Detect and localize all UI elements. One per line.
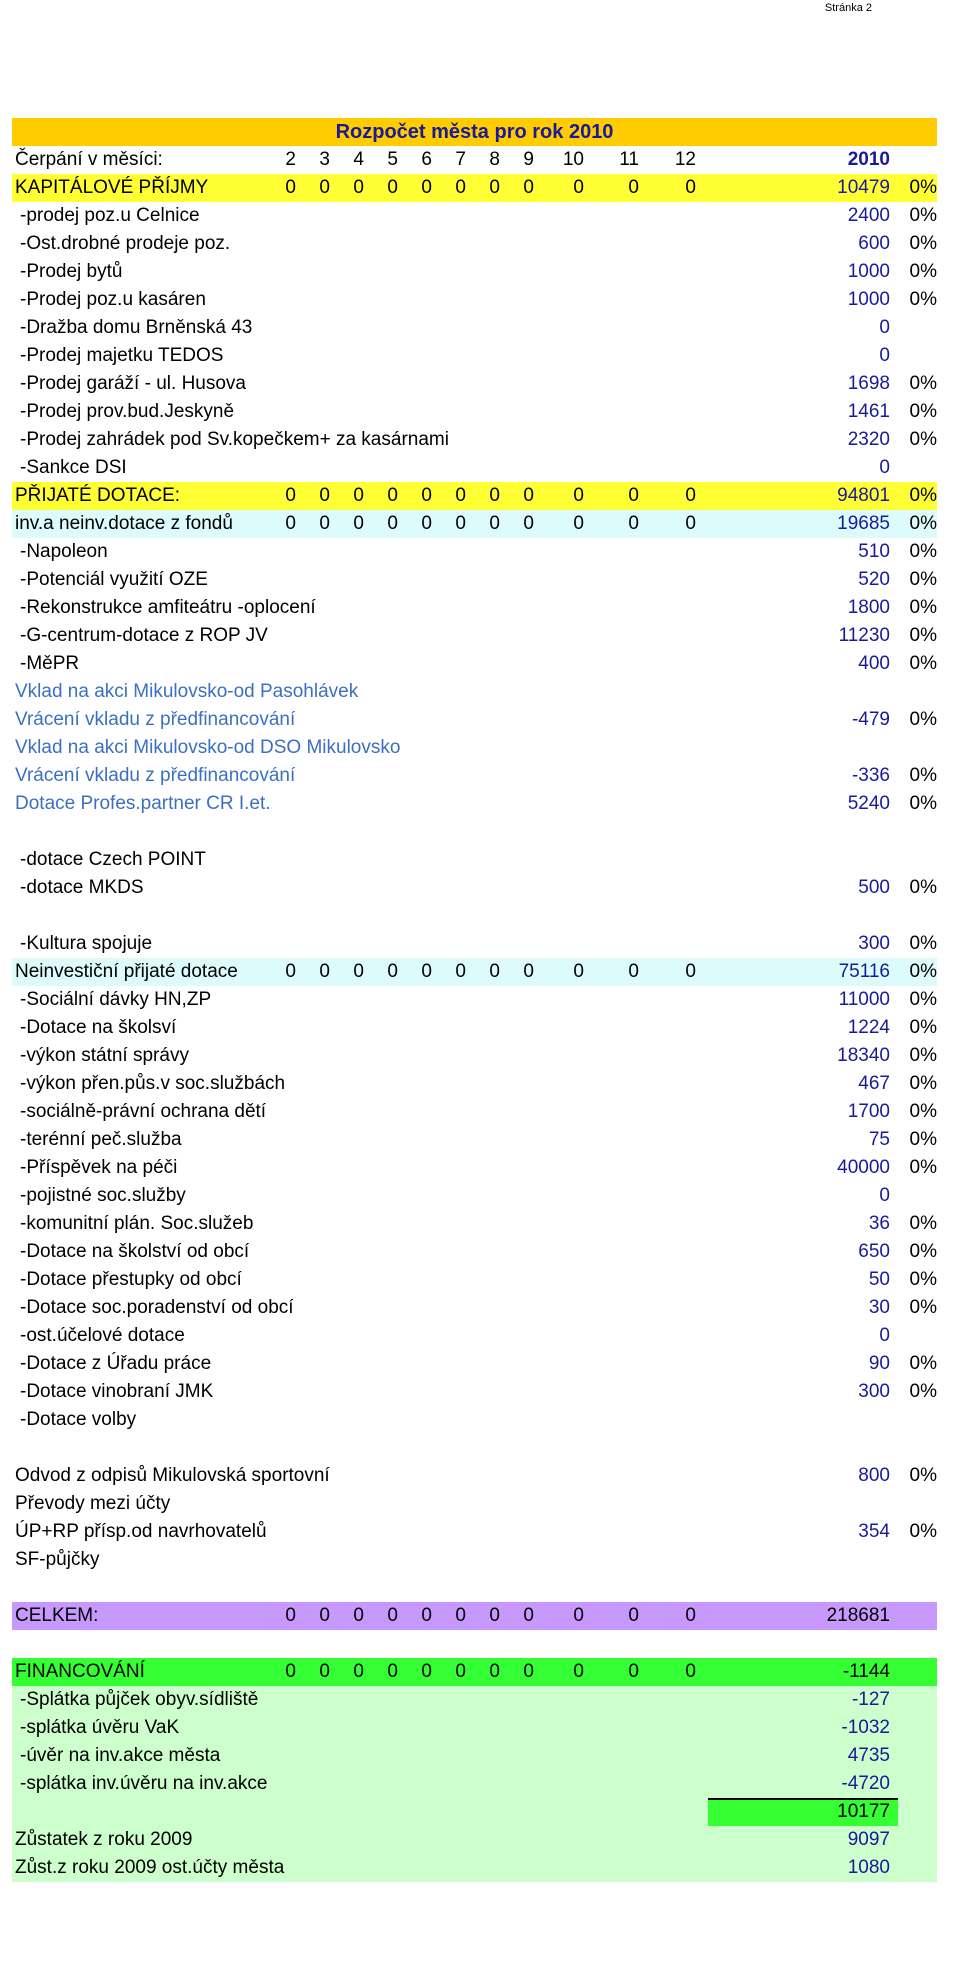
row-month-value: 0 [573, 513, 584, 534]
row-label: -sociálně-právní ochrana dětí [20, 1101, 267, 1122]
row-total: -1144 [842, 1661, 890, 1682]
row-total: 1461 [847, 401, 890, 422]
table-row [12, 1854, 937, 1882]
row-percent: 0% [909, 205, 937, 226]
table-row [12, 286, 937, 314]
row-label: -Prodej zahrádek pod Sv.kopečkem+ za kasárnami [20, 429, 449, 450]
table-row [12, 874, 937, 902]
table-row [12, 1770, 937, 1798]
table-row [12, 706, 937, 734]
row-month-value: 0 [489, 513, 500, 534]
row-label: -dotace Czech POINT [20, 849, 206, 870]
row-percent: 0% [909, 1129, 937, 1150]
row-month-value: 0 [387, 1605, 398, 1626]
table-row [12, 1714, 937, 1742]
table-row [12, 1182, 937, 1210]
row-percent: 0% [909, 429, 937, 450]
row-month-value: 0 [319, 177, 330, 198]
row-total: 1000 [847, 261, 890, 282]
row-label: KAPITÁLOVÉ PŘÍJMY [15, 177, 209, 198]
row-month-value: 0 [685, 1605, 696, 1626]
row-percent: 0% [909, 1465, 937, 1486]
row-label: Vklad na akci Mikulovsko-od DSO Mikulovsko [15, 737, 401, 758]
row-label: -Splátka půjček obyv.sídliště [20, 1689, 259, 1710]
table-row [12, 230, 937, 258]
row-total: 1800 [847, 597, 890, 618]
table-row [12, 594, 937, 622]
table-row [12, 1798, 937, 1826]
row-total: 520 [858, 569, 890, 590]
row-label: PŘIJATÉ DOTACE: [15, 485, 181, 506]
row-total: 800 [858, 1465, 890, 1486]
row-total: 90 [868, 1353, 890, 1374]
row-total: 300 [858, 933, 890, 954]
table-row [12, 1126, 937, 1154]
row-percent: 0% [909, 177, 937, 198]
table-row [12, 1378, 937, 1406]
row-percent: 0% [909, 1045, 937, 1066]
row-label: Vrácení vkladu z předfinancování [15, 709, 296, 730]
row-label: Zůstatek z roku 2009 [15, 1829, 193, 1850]
row-total: 400 [858, 653, 890, 674]
header-month: 11 [619, 149, 639, 170]
row-percent: 0% [909, 1297, 937, 1318]
row-label: -Napoleon [20, 541, 108, 562]
row-month-value: 0 [523, 961, 534, 982]
row-total: 600 [858, 233, 890, 254]
row-total: 1700 [847, 1101, 890, 1122]
row-total: 0 [879, 1185, 890, 1206]
table-row [12, 398, 937, 426]
row-total: 1000 [847, 289, 890, 310]
row-percent: 0% [909, 765, 937, 786]
row-total: 510 [858, 541, 890, 562]
row-label: -Dotace přestupky od obcí [20, 1269, 242, 1290]
table-row [12, 678, 937, 706]
row-month-value: 0 [421, 1661, 432, 1682]
row-total: 75 [868, 1129, 890, 1150]
row-percent: 0% [909, 597, 937, 618]
table-row [12, 1406, 937, 1434]
row-month-value: 0 [455, 513, 466, 534]
table-row [12, 902, 937, 930]
row-month-value: 0 [387, 485, 398, 506]
row-percent: 0% [909, 1381, 937, 1402]
row-label: -Kultura spojuje [20, 933, 153, 954]
row-month-value: 0 [421, 513, 432, 534]
table-row [12, 1826, 937, 1854]
table-row [12, 1574, 937, 1602]
row-label: -Dotace z Úřadu práce [20, 1353, 212, 1374]
table-row [12, 1546, 937, 1574]
table-row [12, 1266, 937, 1294]
row-month-value: 0 [489, 961, 500, 982]
row-total: 2400 [847, 205, 890, 226]
row-month-value: 0 [319, 961, 330, 982]
row-month-value: 0 [387, 513, 398, 534]
row-month-value: 0 [523, 513, 534, 534]
table-row [12, 1658, 937, 1686]
row-label: Dotace Profes.partner CR I.et. [15, 793, 271, 814]
header-month: 10 [562, 149, 584, 170]
row-percent: 0% [909, 233, 937, 254]
row-month-value: 0 [628, 513, 639, 534]
row-month-value: 0 [353, 1605, 364, 1626]
table-row [12, 1322, 937, 1350]
row-month-value: 0 [628, 177, 639, 198]
row-label: -G-centrum-dotace z ROP JV [20, 625, 268, 646]
row-month-value: 0 [489, 485, 500, 506]
table-row [12, 202, 937, 230]
table-row [12, 1210, 937, 1238]
header-month: 12 [674, 149, 696, 170]
row-percent: 0% [909, 1017, 937, 1038]
row-month-value: 0 [455, 485, 466, 506]
header-row [12, 146, 937, 174]
row-total: 354 [858, 1521, 890, 1542]
row-label: Převody mezi účty [15, 1493, 171, 1514]
row-month-value: 0 [573, 1605, 584, 1626]
row-month-value: 0 [387, 177, 398, 198]
table-row [12, 622, 937, 650]
table-row [12, 762, 937, 790]
row-month-value: 0 [523, 1605, 534, 1626]
row-label: -Prodej bytů [20, 261, 123, 282]
row-label: -ost.účelové dotace [20, 1325, 185, 1346]
row-percent: 0% [909, 989, 937, 1010]
row-total: 5240 [847, 793, 890, 814]
row-label: -komunitní plán. Soc.služeb [20, 1213, 254, 1234]
row-total: 0 [879, 1325, 890, 1346]
row-label: inv.a neinv.dotace z fondů [15, 513, 233, 534]
table-row [12, 1630, 937, 1658]
table-row [12, 986, 937, 1014]
row-total: 9097 [847, 1829, 890, 1850]
table-title: Rozpočet města pro rok 2010 [335, 121, 614, 143]
row-percent: 0% [909, 569, 937, 590]
row-month-value: 0 [319, 1605, 330, 1626]
row-total: 0 [879, 345, 890, 366]
row-label: -prodej poz.u Celnice [20, 205, 200, 226]
row-label: -Dotace vinobraní JMK [20, 1381, 214, 1402]
header-month: 7 [455, 149, 466, 170]
row-percent: 0% [909, 373, 937, 394]
table-row [12, 1042, 937, 1070]
table-row [12, 846, 937, 874]
row-month-value: 0 [353, 961, 364, 982]
row-label: -Ost.drobné prodeje poz. [20, 233, 231, 254]
row-label: -Dražba domu Brněnská 43 [20, 317, 253, 338]
header-month: 8 [489, 149, 500, 170]
row-month-value: 0 [455, 1605, 466, 1626]
row-label: Vklad na akci Mikulovsko-od Pasohlávek [15, 681, 359, 702]
row-label: -Sankce DSI [20, 457, 127, 478]
row-total: 218681 [826, 1605, 890, 1626]
header-month: 4 [353, 149, 364, 170]
row-total: 467 [858, 1073, 890, 1094]
row-percent: 0% [909, 1157, 937, 1178]
row-month-value: 0 [573, 1661, 584, 1682]
row-label: -Příspěvek na péči [20, 1157, 178, 1178]
row-total: 1224 [847, 1017, 890, 1038]
row-month-value: 0 [685, 485, 696, 506]
table-row [12, 258, 937, 286]
row-total: 40000 [837, 1157, 890, 1178]
row-label: SF-půjčky [15, 1549, 100, 1570]
row-month-value: 0 [285, 1661, 296, 1682]
row-label: -Prodej prov.bud.Jeskyně [20, 401, 235, 422]
table-row [12, 1154, 937, 1182]
row-label: -Dotace na školství od obcí [20, 1241, 250, 1262]
table-row [12, 482, 937, 510]
row-label: -dotace MKDS [20, 877, 144, 898]
row-percent: 0% [909, 1353, 937, 1374]
row-percent: 0% [909, 1241, 937, 1262]
row-total: -127 [851, 1689, 890, 1710]
header-label: Čerpání v měsíci: [15, 149, 163, 170]
header-month: 9 [523, 149, 534, 170]
table-row [12, 1350, 937, 1378]
row-month-value: 0 [387, 961, 398, 982]
table-row [12, 1434, 937, 1462]
row-month-value: 0 [489, 177, 500, 198]
row-label: -Potenciál využití OZE [20, 569, 208, 590]
row-month-value: 0 [523, 177, 534, 198]
row-total: 650 [858, 1241, 890, 1262]
row-month-value: 0 [685, 177, 696, 198]
row-percent: 0% [909, 1101, 937, 1122]
table-row [12, 930, 937, 958]
row-label: -splátka úvěru VaK [20, 1717, 180, 1738]
table-row [12, 454, 937, 482]
table-row [12, 314, 937, 342]
row-total: 0 [879, 317, 890, 338]
header-month: 5 [387, 149, 398, 170]
row-month-value: 0 [421, 485, 432, 506]
table-row [12, 566, 937, 594]
table-row [12, 1602, 937, 1630]
row-total: 30 [868, 1297, 890, 1318]
row-label: -Prodej garáží - ul. Husova [20, 373, 246, 394]
table-row [12, 1014, 937, 1042]
row-total: 36 [868, 1213, 890, 1234]
row-label: -výkon státní správy [20, 1045, 189, 1066]
row-month-value: 0 [353, 177, 364, 198]
table-row [12, 1742, 937, 1770]
table-row [12, 1490, 937, 1518]
row-month-value: 0 [573, 961, 584, 982]
table-row [12, 650, 937, 678]
row-percent: 0% [909, 961, 937, 982]
row-percent: 0% [909, 709, 937, 730]
row-label: FINANCOVÁNÍ [15, 1661, 145, 1682]
row-month-value: 0 [285, 1605, 296, 1626]
header-month: 3 [319, 149, 330, 170]
row-percent: 0% [909, 401, 937, 422]
row-month-value: 0 [421, 177, 432, 198]
row-total: -1032 [841, 1717, 890, 1738]
row-month-value: 0 [285, 961, 296, 982]
table-row [12, 958, 937, 986]
row-total: 4735 [847, 1745, 890, 1766]
row-label: -Prodej majetku TEDOS [20, 345, 224, 366]
row-percent: 0% [909, 653, 937, 674]
row-label: Vrácení vkladu z předfinancování [15, 765, 296, 786]
table-row [12, 1070, 937, 1098]
header-year: 2010 [847, 149, 890, 170]
row-label: -terénní peč.služba [20, 1129, 182, 1150]
row-label: Neinvestiční přijaté dotace [15, 961, 238, 982]
row-month-value: 0 [319, 1661, 330, 1682]
row-month-value: 0 [628, 961, 639, 982]
row-month-value: 0 [523, 1661, 534, 1682]
row-total: 94801 [837, 485, 890, 506]
row-month-value: 0 [489, 1605, 500, 1626]
table-row [12, 370, 937, 398]
row-month-value: 0 [421, 1605, 432, 1626]
row-month-value: 0 [628, 485, 639, 506]
row-percent: 0% [909, 1213, 937, 1234]
row-label: -Prodej poz.u kasáren [20, 289, 206, 310]
row-label: -Dotace soc.poradenství od obcí [20, 1297, 294, 1318]
row-label: -MěPR [20, 653, 80, 674]
table-title-row [12, 118, 937, 146]
row-percent: 0% [909, 793, 937, 814]
row-month-value: 0 [387, 1661, 398, 1682]
row-month-value: 0 [489, 1661, 500, 1682]
table-row [12, 1098, 937, 1126]
row-total: 75116 [838, 961, 890, 982]
row-percent: 0% [909, 485, 937, 506]
table-row [12, 734, 937, 762]
row-percent: 0% [909, 933, 937, 954]
table-row [12, 510, 937, 538]
row-label: CELKEM: [15, 1605, 99, 1626]
table-row [12, 342, 937, 370]
row-label: -výkon přen.půs.v soc.službách [20, 1073, 286, 1094]
table-row [12, 818, 937, 846]
row-label: -Dotace volby [20, 1409, 137, 1430]
row-percent: 0% [909, 541, 937, 562]
table-row [12, 790, 937, 818]
row-percent: 0% [909, 877, 937, 898]
row-month-value: 0 [685, 1661, 696, 1682]
row-label: -Rekonstrukce amfiteátru -oplocení [20, 597, 316, 618]
row-percent: 0% [909, 1521, 937, 1542]
table-row [12, 538, 937, 566]
row-percent: 0% [909, 261, 937, 282]
table-row [12, 174, 937, 202]
row-month-value: 0 [455, 177, 466, 198]
row-month-value: 0 [523, 485, 534, 506]
row-total: 19685 [837, 513, 890, 534]
row-total: 10177 [837, 1801, 890, 1822]
row-total: 300 [858, 1381, 890, 1402]
row-month-value: 0 [455, 961, 466, 982]
row-percent: 0% [909, 1269, 937, 1290]
table-row [12, 426, 937, 454]
row-total: -4720 [841, 1773, 890, 1794]
row-total: 1698 [847, 373, 890, 394]
row-month-value: 0 [319, 513, 330, 534]
row-month-value: 0 [685, 961, 696, 982]
row-month-value: 0 [319, 485, 330, 506]
row-total: 50 [868, 1269, 890, 1290]
row-month-value: 0 [285, 485, 296, 506]
row-month-value: 0 [628, 1605, 639, 1626]
row-label: -úvěr na inv.akce města [20, 1745, 221, 1766]
table-row [12, 1294, 937, 1322]
row-month-value: 0 [353, 513, 364, 534]
row-label: -Sociální dávky HN,ZP [20, 989, 212, 1010]
row-total: 500 [858, 877, 890, 898]
header-month: 2 [285, 149, 296, 170]
row-total: 2320 [847, 429, 890, 450]
row-total: 10479 [837, 177, 890, 198]
row-total: 11000 [838, 989, 890, 1010]
table-row [12, 1462, 937, 1490]
row-label: -splátka inv.úvěru na inv.akce [20, 1773, 268, 1794]
row-label: -pojistné soc.služby [20, 1185, 186, 1206]
row-label: -Dotace na školsví [20, 1017, 177, 1038]
row-month-value: 0 [455, 1661, 466, 1682]
row-percent: 0% [909, 1073, 937, 1094]
budget-table [12, 118, 937, 1882]
row-label: Zůst.z roku 2009 ost.účty města [15, 1857, 285, 1878]
row-total: 11230 [838, 625, 890, 646]
table-row [12, 1518, 937, 1546]
header-month: 6 [421, 149, 432, 170]
row-label: ÚP+RP přísp.od navrhovatelů [15, 1521, 267, 1542]
row-percent: 0% [909, 289, 937, 310]
row-total: 0 [879, 457, 890, 478]
row-percent: 0% [909, 513, 937, 534]
row-month-value: 0 [353, 1661, 364, 1682]
row-label: Odvod z odpisů Mikulovská sportovní [15, 1465, 330, 1486]
row-month-value: 0 [573, 485, 584, 506]
row-month-value: 0 [353, 485, 364, 506]
row-month-value: 0 [285, 513, 296, 534]
row-month-value: 0 [285, 177, 296, 198]
row-month-value: 0 [685, 513, 696, 534]
row-total: 1080 [847, 1857, 890, 1878]
row-total: -336 [851, 765, 890, 786]
row-total: -479 [851, 709, 890, 730]
row-percent: 0% [909, 625, 937, 646]
table-row [12, 1238, 937, 1266]
row-month-value: 0 [421, 961, 432, 982]
table-row [12, 1686, 937, 1714]
row-month-value: 0 [628, 1661, 639, 1682]
row-total: 18340 [837, 1045, 890, 1066]
row-month-value: 0 [573, 177, 584, 198]
page-number-label: Stránka 2 [824, 2, 872, 14]
